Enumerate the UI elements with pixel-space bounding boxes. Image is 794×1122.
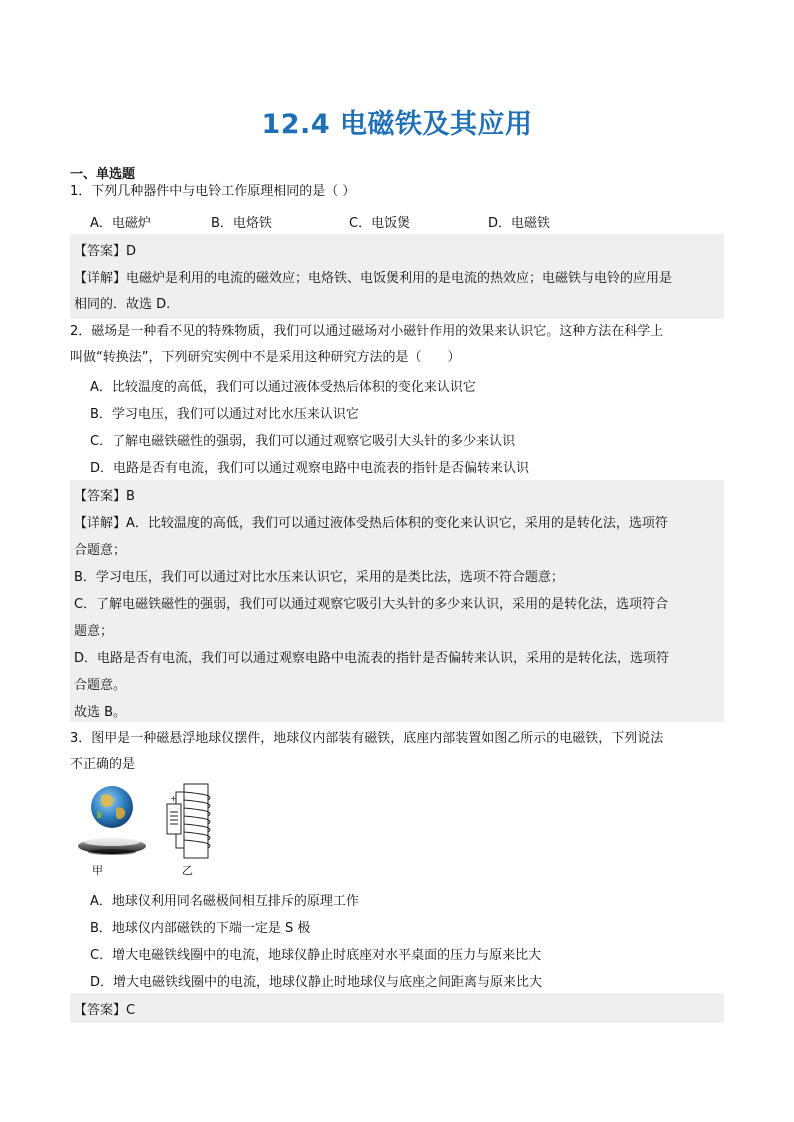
question-3-answer: 【答案】C — [74, 1003, 136, 1018]
figure-label-yi: 乙 — [182, 864, 193, 877]
question-2-answer: 【答案】B — [74, 489, 135, 504]
question-3-stem-line: 不正确的是 — [70, 757, 136, 772]
question-3-option-b: B．地球仪内部磁铁的下端一定是 S 极 — [90, 921, 311, 936]
question-2-option-c: C．了解电磁铁磁性的强弱，我们可以通过观察它吸引大头针的多少来认识 — [90, 434, 516, 449]
question-2-detail-line: 合题意； — [74, 543, 127, 558]
figure-label-jia: 甲 — [92, 864, 103, 877]
question-1-detail-line: 相同的．故选 D. — [74, 297, 171, 312]
question-1-option-a: A．电磁炉 — [90, 216, 151, 231]
page-title: 12.4 电磁铁及其应用 — [261, 109, 533, 140]
question-1-option-c: C．电饭煲 — [349, 216, 411, 231]
question-2-detail-line: 【详解】A．比较温度的高低，我们可以通过液体受热后体积的变化来认识它，采用的是转化法，选项符 — [74, 516, 668, 531]
question-1-option-d: D．电磁铁 — [488, 216, 551, 231]
electromagnet-figure — [162, 782, 218, 862]
question-2-detail-line: B．学习电压，我们可以通过对比水压来认识它，采用的是类比法，选项不符合题意； — [74, 570, 564, 585]
question-2-stem-line: 叫做“转换法”，下列研究实例中不是采用这种研究方法的是（ ） — [70, 350, 461, 365]
svg-text:+: + — [170, 794, 177, 803]
question-1-option-b: B．电烙铁 — [211, 216, 272, 231]
question-3-stem-line: 3．图甲是一种磁悬浮地球仪摆件，地球仪内部装有磁铁，底座内部装置如图乙所示的电磁铁，下列说法 — [70, 731, 664, 746]
question-3-option-c: C．增大电磁铁线圈中的电流，地球仪静止时底座对水平桌面的压力与原来比大 — [90, 948, 542, 963]
question-2-detail-line: 题意； — [74, 624, 114, 639]
section-heading: 一、单选题 — [70, 167, 136, 182]
question-3-option-d: D．增大电磁铁线圈中的电流，地球仪静止时地球仪与底座之间距离与原来比大 — [90, 975, 543, 990]
question-3-answer-box — [70, 993, 724, 1023]
question-1-answer-box — [70, 234, 724, 319]
question-2-option-b: B．学习电压，我们可以通过对比水压来认识它 — [90, 407, 359, 422]
question-1-detail-line: 【详解】电磁炉是利用的电流的磁效应；电烙铁、电饭煲利用的是电流的热效应；电磁铁与电铃的应用是 — [74, 271, 673, 286]
question-2-option-d: D．电路是否有电流，我们可以通过观察电路中电流表的指针是否偏转来认识 — [90, 461, 530, 476]
question-2-detail-line: 故选 B。 — [74, 705, 127, 720]
levitating-globe-figure — [74, 784, 150, 864]
question-1-stem: 1．下列几种器件中与电铃工作原理相同的是（ ） — [70, 184, 356, 199]
question-2-detail-line: C．了解电磁铁磁性的强弱，我们可以通过观察它吸引大头针的多少来认识，采用的是转化法，选项符合 — [74, 597, 669, 612]
question-2-detail-line: 合题意。 — [74, 678, 127, 693]
question-2-stem-line: 2．磁场是一种看不见的特殊物质，我们可以通过磁场对小磁针作用的效果来认识它。这种方法在科学上 — [70, 324, 664, 339]
question-2-answer-box — [70, 480, 724, 722]
question-2-detail-line: D．电路是否有电流，我们可以通过观察电路中电流表的指针是否偏转来认识，采用的是转化法，选项符 — [74, 651, 670, 666]
question-2-option-a: A．比较温度的高低，我们可以通过液体受热后体积的变化来认识它 — [90, 380, 476, 395]
question-1-answer: 【答案】D — [74, 244, 137, 259]
question-3-option-a: A．地球仪利用同名磁极间相互排斥的原理工作 — [90, 894, 359, 909]
